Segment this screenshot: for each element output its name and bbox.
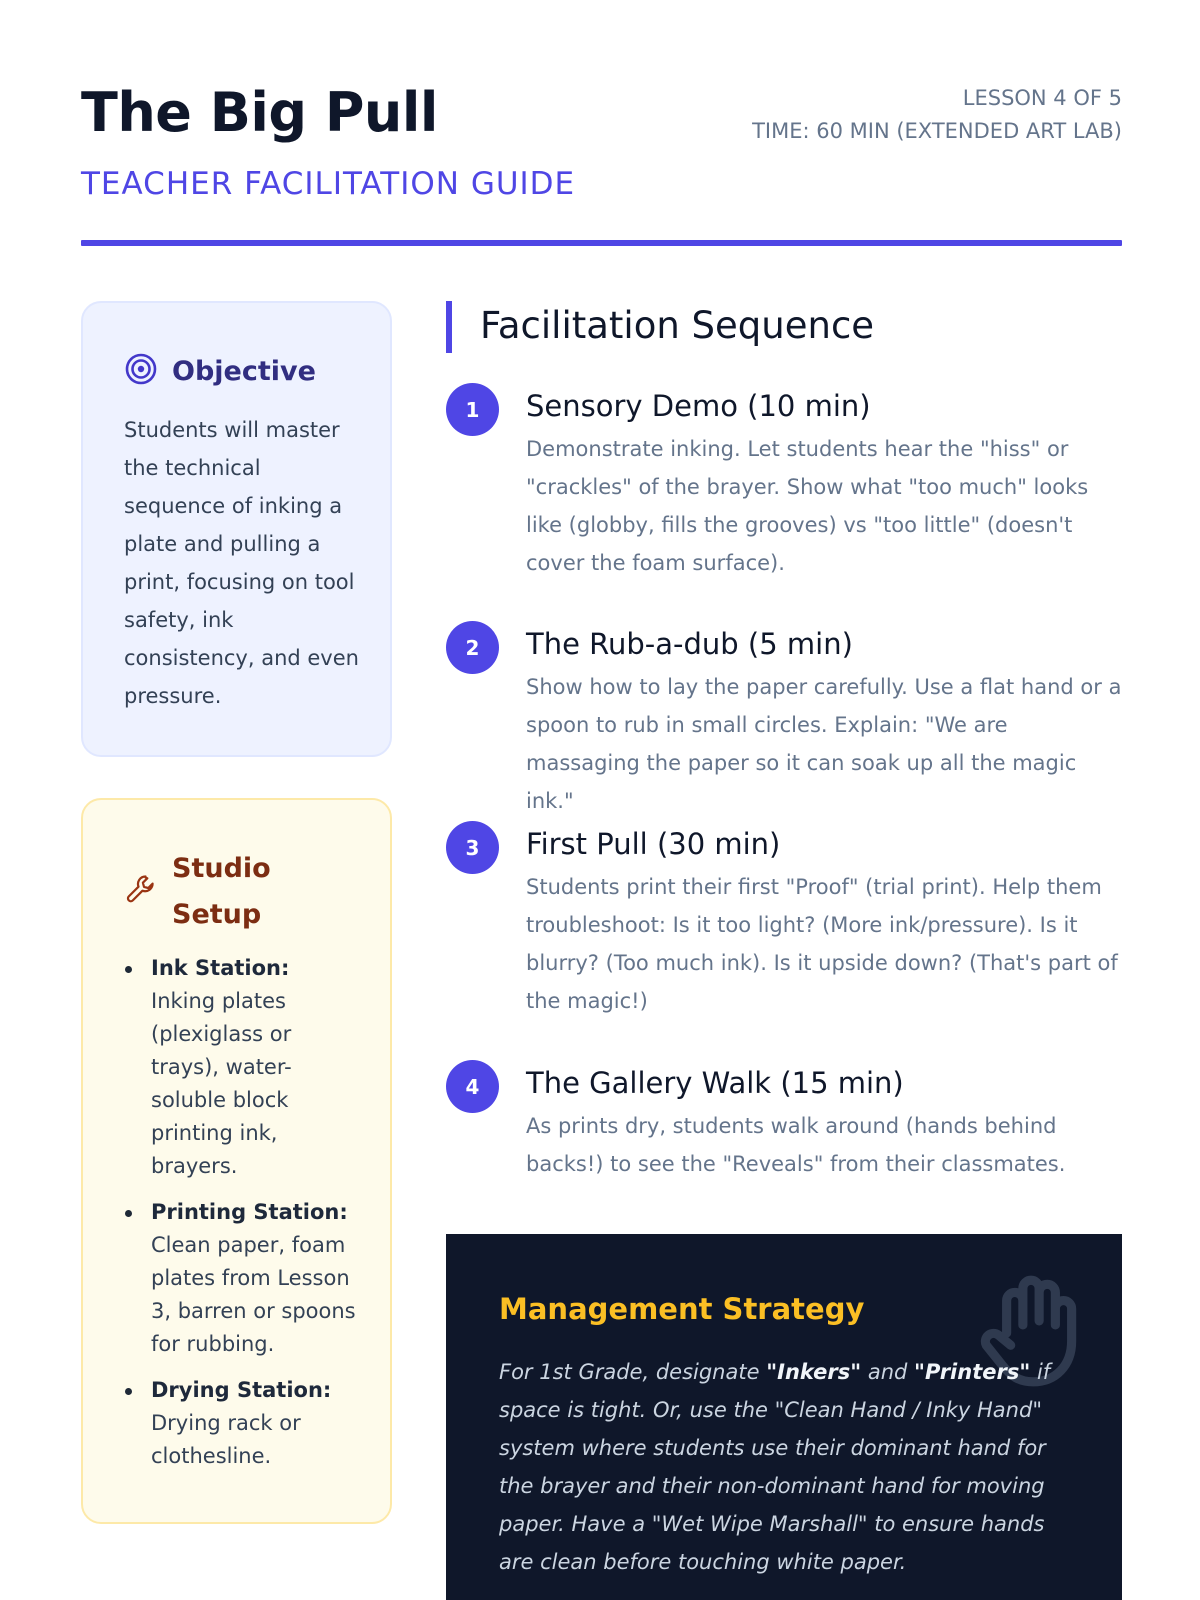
- step-description: Students print their first "Proof" (trial print). Help them troubleshoot: Is it too light? (More ink/pressure). Is it blurry? (Too much ink). Is it upside down? (That's part of the magic!): [526, 875, 1118, 1013]
- strategy-text-part: For 1st Grade, designate: [499, 1360, 767, 1384]
- strategy-text-part: if space is tight. Or, use the "Clean Hand / Inky Hand" system where students use their dominant hand for the brayer and their non-dominant hand for moving paper. Have a "Wet Wipe Marshall" to ensure hands are clean before touching white paper.: [499, 1360, 1051, 1574]
- lesson-meta: [752, 82, 1122, 148]
- objective-text: Students will master the technical sequence of inking a plate and pulling a print, focusing on tool safety, ink consistency, and even pressure.: [124, 418, 359, 708]
- objective-card: [81, 301, 392, 757]
- strategy-role-inkers: "Inkers": [766, 1360, 862, 1384]
- objective-heading: Objective: [172, 356, 316, 387]
- target-icon: [124, 352, 158, 386]
- strategy-heading: Management Strategy: [499, 1292, 865, 1326]
- lesson-number: LESSON 4 OF 5: [962, 86, 1122, 110]
- step-title: The Gallery Walk (15 min): [526, 1066, 904, 1100]
- step-description: Demonstrate inking. Let students hear the "hiss" or "crackles" of the brayer. Show what "too much" looks like (globby, fills the grooves) vs "too little" (doesn't cover the foam surface).: [526, 437, 1089, 575]
- step-number-badge: 1: [446, 383, 499, 436]
- list-item-text: Inking plates (plexiglass or trays), water-soluble block printing ink, brayers.: [151, 989, 292, 1178]
- sequence-heading: Facilitation Sequence: [480, 304, 875, 347]
- step-title: The Rub-a-dub (5 min): [526, 627, 853, 661]
- studio-setup-header: [124, 846, 312, 938]
- list-item-label: Ink Station:: [151, 956, 290, 980]
- step-number-badge: 2: [446, 621, 499, 674]
- page-header: [81, 80, 1122, 202]
- section-accent-bar: [446, 301, 452, 353]
- studio-setup-heading: Studio Setup: [172, 853, 271, 930]
- step-description: As prints dry, students walk around (hands behind backs!) to see the "Reveals" from their classmates.: [526, 1114, 1066, 1176]
- list-item-label: Printing Station:: [151, 1200, 348, 1224]
- list-item-text: Clean paper, foam plates from Lesson 3, barren or spoons for rubbing.: [151, 1233, 356, 1356]
- step-description: Show how to lay the paper carefully. Use a flat hand or a spoon to rub in small circles. Explain: "We are massaging the paper so it can soak up all the magic ink.": [526, 675, 1122, 813]
- management-strategy-panel: [446, 1234, 1122, 1600]
- page-title: The Big Pull: [81, 81, 438, 144]
- strategy-text-part: and: [861, 1360, 915, 1384]
- list-item: [124, 952, 356, 1183]
- list-item-label: Drying Station:: [151, 1378, 332, 1402]
- lesson-time: TIME: 60 MIN (EXTENDED ART LAB): [752, 119, 1122, 143]
- step-title: First Pull (30 min): [526, 827, 781, 861]
- strategy-role-printers: "Printers": [914, 1360, 1031, 1384]
- step-number-badge: 3: [446, 821, 499, 874]
- list-item-text: Drying rack or clothesline.: [151, 1411, 301, 1468]
- studio-setup-card: [81, 798, 392, 1524]
- step-number-badge: 4: [446, 1060, 499, 1113]
- list-item: [124, 1196, 356, 1361]
- header-divider: [81, 240, 1122, 246]
- wrench-icon: [124, 872, 158, 906]
- step-title: Sensory Demo (10 min): [526, 389, 871, 423]
- setup-list: [124, 952, 356, 1486]
- page-subtitle: TEACHER FACILITATION GUIDE: [81, 166, 576, 202]
- objective-header: [124, 349, 316, 395]
- list-item: [124, 1374, 356, 1473]
- strategy-text: [499, 1353, 1059, 1581]
